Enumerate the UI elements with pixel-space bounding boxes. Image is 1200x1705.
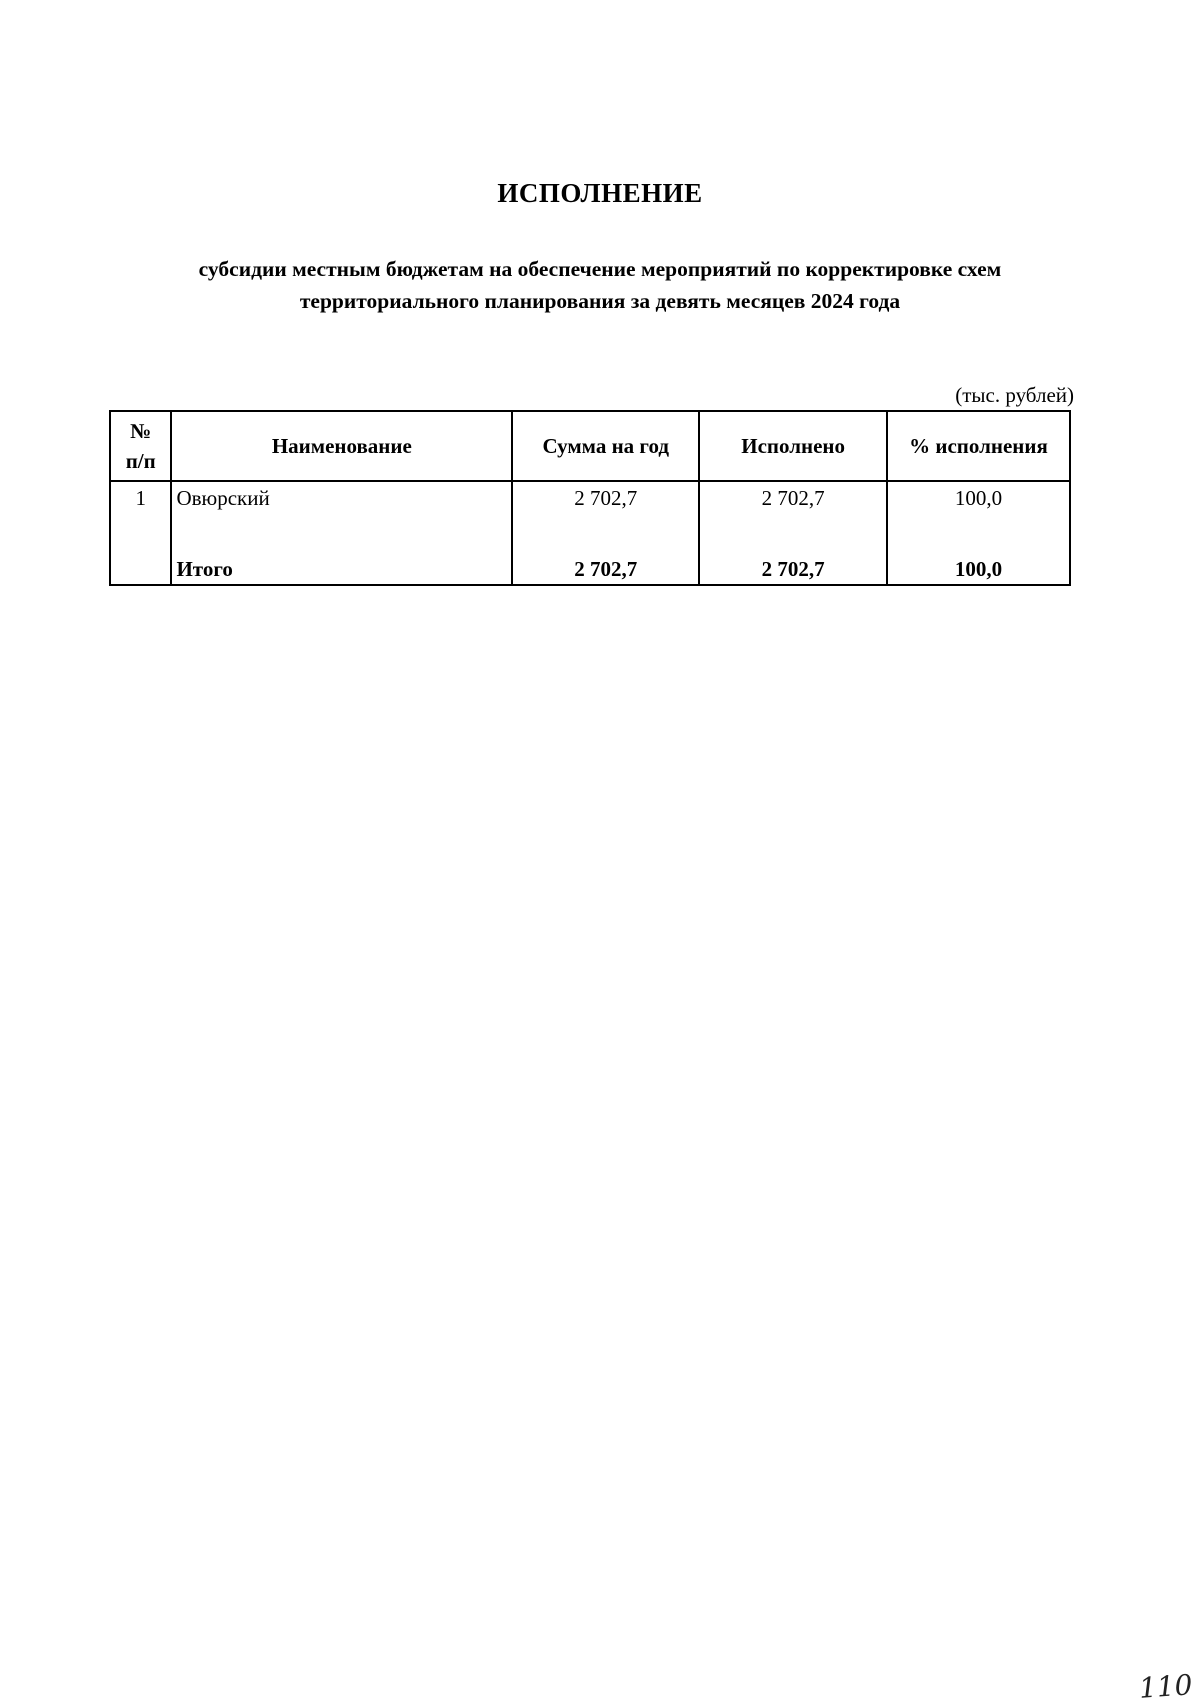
units-label: (тыс. рублей): [955, 383, 1074, 407]
total-executed: 2 702,7: [699, 548, 887, 585]
row-annual-sum: 2 702,7: [512, 481, 699, 548]
execution-table: [109, 410, 1071, 586]
header-name: Наименование: [171, 411, 512, 481]
total-execution-percent: 100,0: [887, 548, 1070, 585]
total-annual-sum: 2 702,7: [512, 548, 699, 585]
header-number-sign: №: [130, 419, 152, 443]
header-number: [110, 411, 171, 481]
subtitle-line-2: территориального планирования за девять месяцев 2024 года: [299, 289, 901, 313]
header-number-pp: п/п: [125, 449, 156, 473]
total-row: [110, 548, 1070, 585]
document-title: ИСПОЛНЕНИЕ: [497, 178, 703, 208]
subtitle-line-1: субсидии местным бюджетам на обеспечение мероприятий по корректировке схем: [198, 257, 1002, 281]
row-execution-percent: 100,0: [887, 481, 1070, 548]
table-row: [110, 481, 1070, 548]
row-executed: 2 702,7: [699, 481, 887, 548]
handwritten-page-number: 110: [1137, 1668, 1194, 1705]
row-number: 1: [110, 481, 171, 548]
header-annual-sum: Сумма на год: [512, 411, 699, 481]
row-name: Овюрский: [171, 481, 512, 548]
table-header-row: [110, 411, 1070, 481]
total-number-cell: [110, 548, 171, 585]
document-subtitle: [100, 253, 1100, 317]
header-execution-percent: % исполнения: [887, 411, 1070, 481]
header-executed: Исполнено: [699, 411, 887, 481]
total-label: Итого: [171, 548, 512, 585]
